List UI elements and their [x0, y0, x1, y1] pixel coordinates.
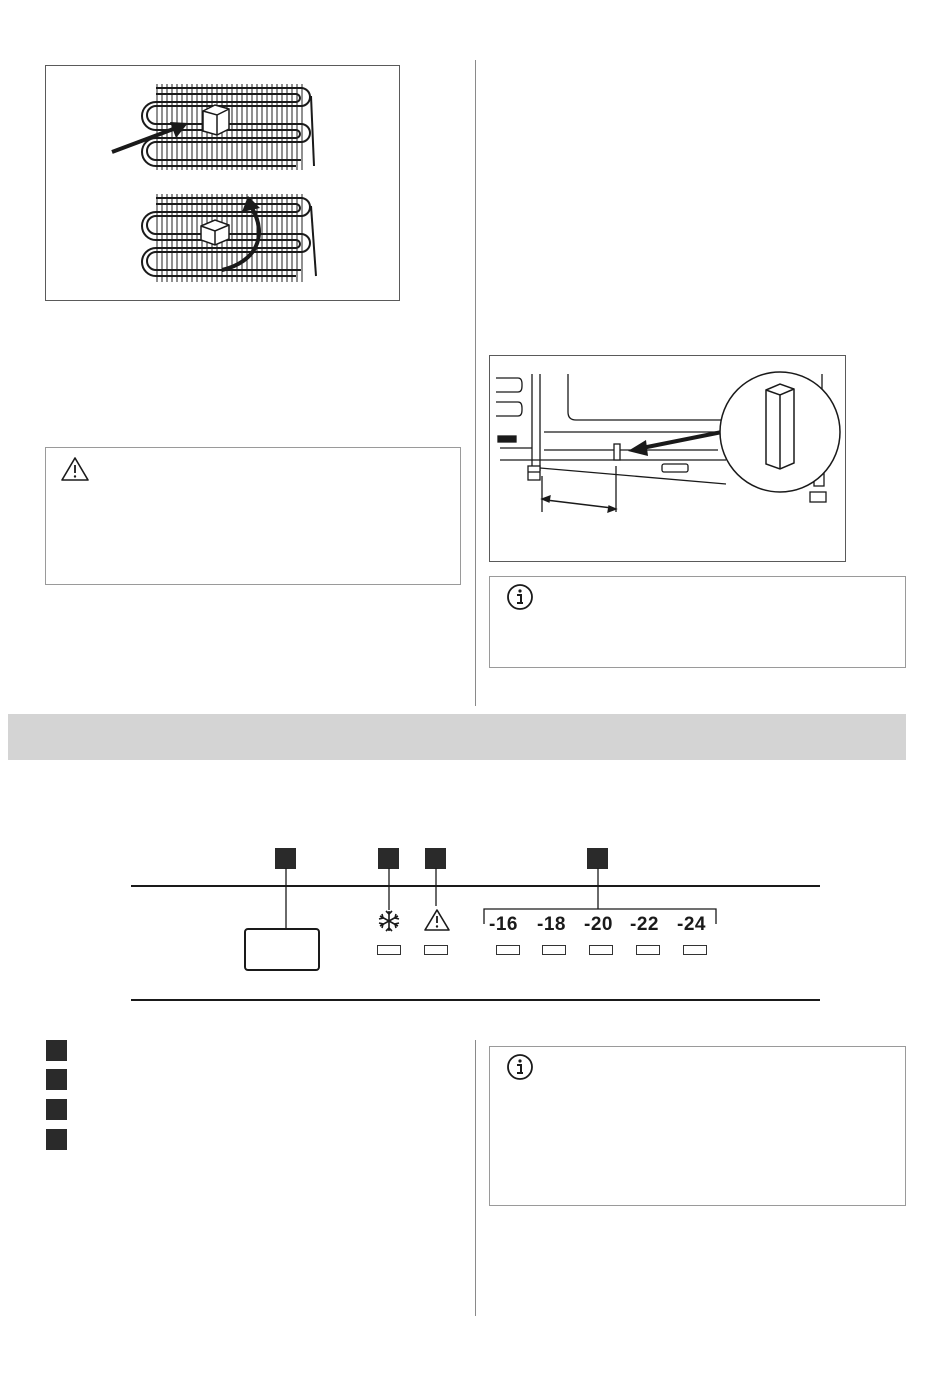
legend-marker-2: [46, 1069, 67, 1090]
led-temp-minus24: [683, 945, 707, 955]
led-temp-minus16: [496, 945, 520, 955]
appliance-rear-figure: [490, 356, 845, 561]
led-temp-minus22: [636, 945, 660, 955]
info-circle-icon: [506, 583, 534, 611]
alarm-triangle-icon: [423, 908, 451, 932]
legend-marker-3: [46, 1099, 67, 1120]
condenser-illustration: [45, 65, 400, 301]
temp-label-minus20: -20: [584, 914, 613, 935]
led-temp-minus18: [542, 945, 566, 955]
temp-label-minus16: -16: [489, 914, 518, 935]
magnifier-detail: [720, 372, 840, 492]
led-temp-minus20: [589, 945, 613, 955]
led-fast-freeze: [377, 945, 401, 955]
warning-triangle-icon: [60, 456, 90, 482]
temp-label-minus22: -22: [630, 914, 659, 935]
warning-box: [45, 447, 461, 585]
condenser-coils-figure: [46, 66, 399, 300]
led-alarm: [424, 945, 448, 955]
display-button[interactable]: [244, 928, 320, 971]
fast-freeze-snowflake-icon: [376, 908, 402, 934]
temp-label-minus18: -18: [537, 914, 566, 935]
arrow-to-spacer: [628, 432, 722, 456]
clip-lower: [201, 220, 229, 245]
info-circle-icon: [506, 1053, 534, 1081]
section-heading-bar: [8, 714, 906, 760]
legend-marker-1: [46, 1040, 67, 1061]
legend-marker-4: [46, 1129, 67, 1150]
spacer-installation-illustration: [489, 355, 846, 562]
info-box-lower: [489, 1046, 906, 1206]
column-divider-bottom: [475, 1040, 476, 1316]
temp-label-minus24: -24: [677, 914, 706, 935]
clip-upper: [203, 105, 229, 135]
control-panel-lines: [0, 860, 950, 1010]
column-divider-top: [475, 60, 476, 706]
info-box-upper: [489, 576, 906, 668]
